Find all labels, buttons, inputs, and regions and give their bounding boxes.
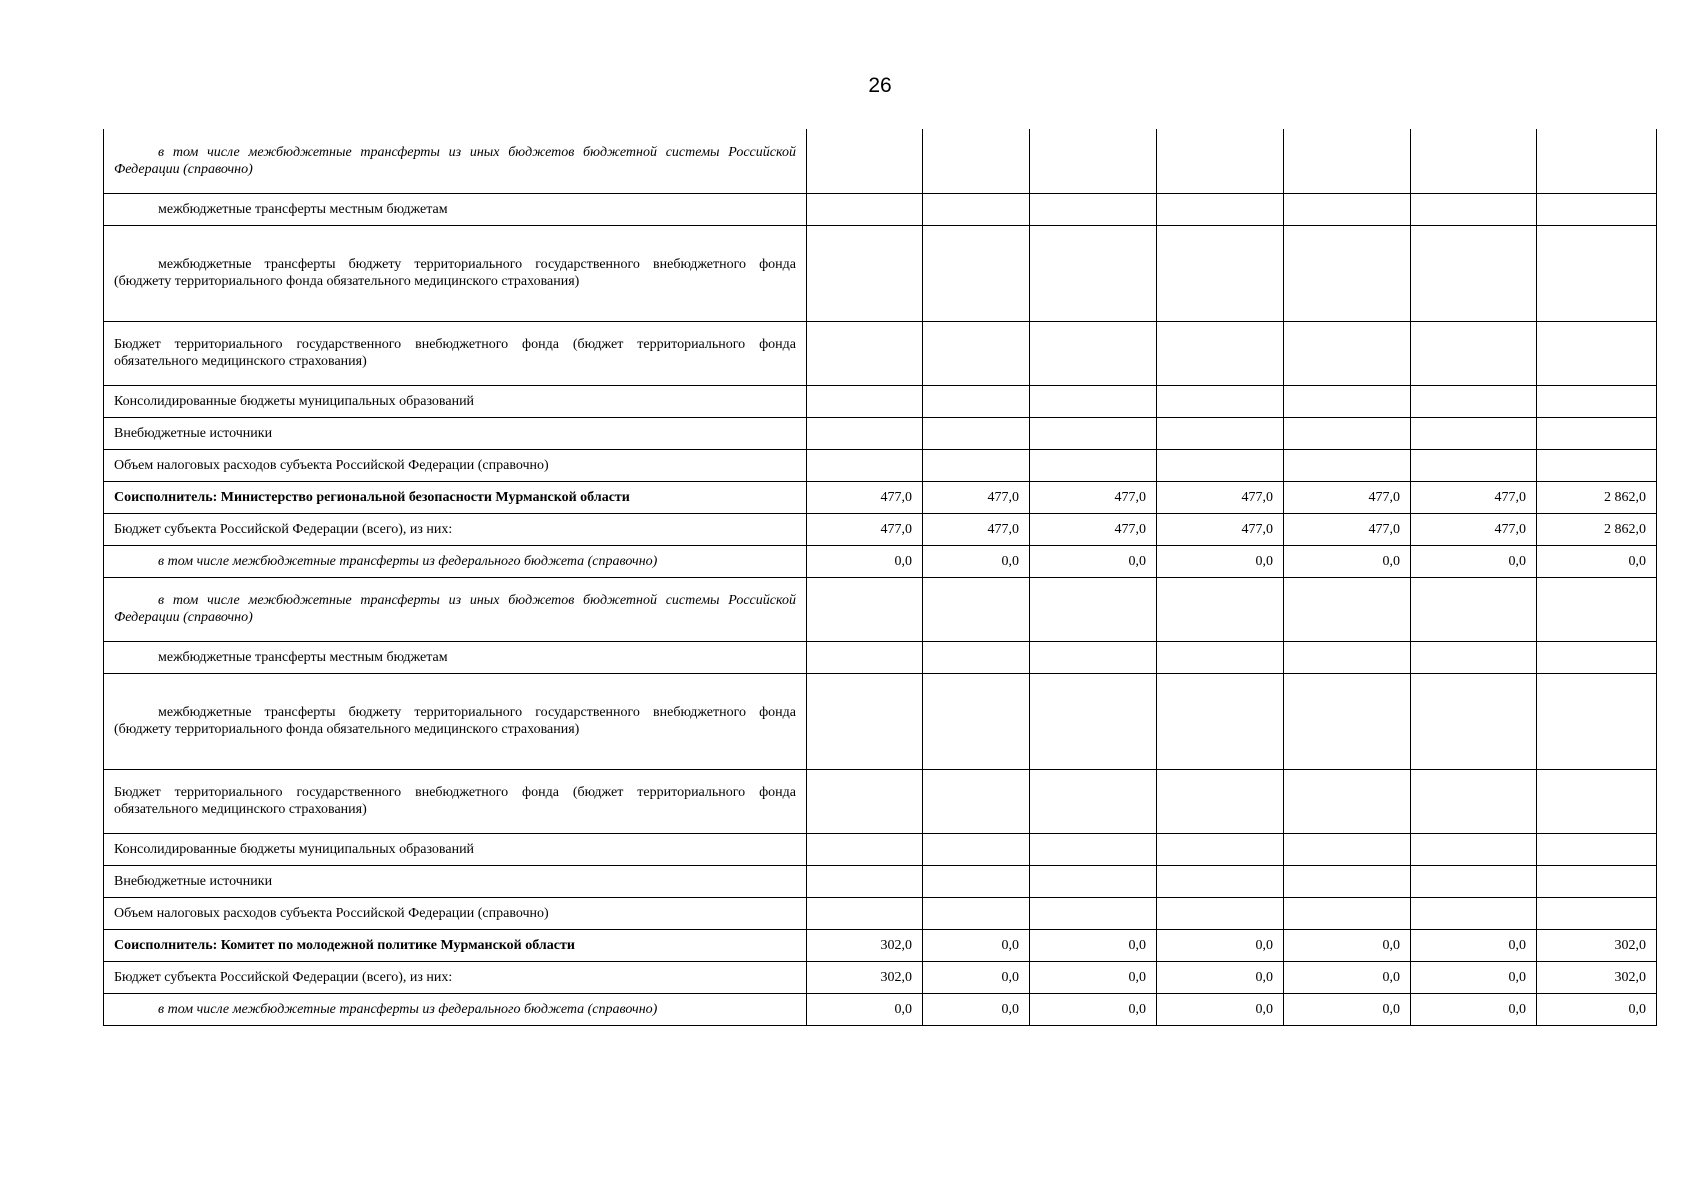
table-row	[104, 385, 1657, 417]
row-label-cell	[104, 385, 807, 417]
value-cell	[1411, 193, 1537, 225]
value-cell	[1537, 449, 1657, 481]
value-cell: 0,0	[807, 545, 923, 577]
value-cell	[1030, 833, 1157, 865]
value-cell	[1157, 577, 1284, 641]
value-cell: 0,0	[1030, 961, 1157, 993]
row-label: в том числе межбюджетные трансферты из федерального бюджета (справочно)	[158, 1001, 658, 1017]
value-cell	[1030, 769, 1157, 833]
row-label: Объем налоговых расходов субъекта Российской Федерации (справочно)	[114, 457, 549, 473]
value-cell	[1537, 385, 1657, 417]
value-cell	[807, 577, 923, 641]
value-cell: 0,0	[1284, 929, 1411, 961]
value-cell	[1537, 417, 1657, 449]
row-label: в том числе межбюджетные трансферты из иных бюджетов бюджетной системы Российской Федерации (справочно)	[114, 144, 796, 177]
value-cell	[1030, 865, 1157, 897]
value-cell	[807, 417, 923, 449]
table-row	[104, 673, 1657, 769]
value-cell	[923, 449, 1030, 481]
value-cell	[807, 385, 923, 417]
value-cell	[1284, 897, 1411, 929]
value-cell	[807, 225, 923, 321]
value-cell	[923, 129, 1030, 193]
value-cell	[1157, 833, 1284, 865]
value-cell: 0,0	[923, 929, 1030, 961]
value-cell	[1284, 449, 1411, 481]
page-number: 26	[868, 74, 892, 97]
table-row	[104, 481, 1657, 513]
table-row	[104, 193, 1657, 225]
table-row	[104, 225, 1657, 321]
value-cell: 0,0	[1284, 993, 1411, 1025]
value-cell	[1030, 129, 1157, 193]
value-cell	[807, 193, 923, 225]
table-row	[104, 833, 1657, 865]
value-cell	[923, 641, 1030, 673]
value-cell: 0,0	[923, 993, 1030, 1025]
table-row	[104, 129, 1657, 193]
value-cell	[1284, 833, 1411, 865]
value-cell	[1030, 417, 1157, 449]
value-cell	[1157, 897, 1284, 929]
row-label-cell	[104, 673, 807, 769]
value-cell	[923, 865, 1030, 897]
row-label-cell	[104, 865, 807, 897]
value-cell	[1537, 193, 1657, 225]
value-cell	[1537, 769, 1657, 833]
value-cell	[1537, 225, 1657, 321]
row-label-cell	[104, 545, 807, 577]
table-row	[104, 513, 1657, 545]
value-cell	[1537, 673, 1657, 769]
value-cell: 0,0	[1411, 961, 1537, 993]
value-cell	[1411, 769, 1537, 833]
value-cell	[1157, 865, 1284, 897]
table-row	[104, 993, 1657, 1025]
value-cell	[1537, 321, 1657, 385]
value-cell: 0,0	[1157, 961, 1284, 993]
value-cell	[1537, 577, 1657, 641]
value-cell: 302,0	[1537, 961, 1657, 993]
value-cell	[1411, 641, 1537, 673]
value-cell: 0,0	[1157, 545, 1284, 577]
value-cell	[1030, 225, 1157, 321]
value-cell	[1157, 449, 1284, 481]
value-cell: 0,0	[1030, 545, 1157, 577]
value-cell	[807, 673, 923, 769]
table-row	[104, 961, 1657, 993]
value-cell	[807, 129, 923, 193]
value-cell	[1284, 641, 1411, 673]
row-label: Внебюджетные источники	[114, 425, 273, 441]
value-cell	[1411, 129, 1537, 193]
row-label: Бюджет территориального государственного внебюджетного фонда (бюджет территориального фонда обязательного медицинского страхования)	[114, 337, 796, 369]
value-cell: 2 862,0	[1537, 481, 1657, 513]
row-label: Объем налоговых расходов субъекта Российской Федерации (справочно)	[114, 905, 549, 921]
value-cell: 0,0	[1157, 929, 1284, 961]
value-cell	[923, 897, 1030, 929]
value-cell	[1284, 129, 1411, 193]
row-label-cell	[104, 769, 807, 833]
value-cell	[1411, 673, 1537, 769]
value-cell	[1411, 385, 1537, 417]
value-cell	[923, 417, 1030, 449]
row-label-cell	[104, 513, 807, 545]
table-body	[104, 129, 1657, 1025]
value-cell: 477,0	[923, 513, 1030, 545]
value-cell: 477,0	[1157, 513, 1284, 545]
row-label: в том числе межбюджетные трансферты из федерального бюджета (справочно)	[158, 553, 658, 569]
row-label-cell	[104, 321, 807, 385]
value-cell	[1157, 129, 1284, 193]
value-cell	[923, 385, 1030, 417]
value-cell	[1284, 417, 1411, 449]
value-cell	[1157, 193, 1284, 225]
value-cell	[1284, 673, 1411, 769]
row-label: межбюджетные трансферты бюджету территориального государственного внебюджетного фонда (бюджету территориального фонда обязательного медицинского страхования)	[114, 705, 796, 737]
value-cell: 302,0	[807, 961, 923, 993]
value-cell	[1411, 897, 1537, 929]
value-cell	[1537, 865, 1657, 897]
value-cell: 0,0	[1411, 993, 1537, 1025]
value-cell	[1157, 769, 1284, 833]
value-cell: 477,0	[1411, 481, 1537, 513]
row-label-cell	[104, 193, 807, 225]
value-cell	[923, 321, 1030, 385]
value-cell	[923, 769, 1030, 833]
row-label: межбюджетные трансферты местным бюджетам	[158, 649, 448, 665]
value-cell: 0,0	[1411, 929, 1537, 961]
row-label: Бюджет субъекта Российской Федерации (всего), из них:	[114, 969, 453, 985]
value-cell: 0,0	[807, 993, 923, 1025]
value-cell	[1284, 385, 1411, 417]
table-row	[104, 897, 1657, 929]
row-label: межбюджетные трансферты бюджету территориального государственного внебюджетного фонда (бюджету территориального фонда обязательного медицинского страхования)	[114, 257, 796, 289]
value-cell: 302,0	[1537, 929, 1657, 961]
value-cell	[1030, 193, 1157, 225]
row-label-cell	[104, 225, 807, 321]
value-cell: 0,0	[1411, 545, 1537, 577]
value-cell	[1157, 673, 1284, 769]
value-cell	[1157, 641, 1284, 673]
value-cell: 0,0	[923, 961, 1030, 993]
value-cell	[923, 193, 1030, 225]
value-cell	[1030, 641, 1157, 673]
table-row	[104, 417, 1657, 449]
value-cell: 0,0	[1157, 993, 1284, 1025]
value-cell: 477,0	[923, 481, 1030, 513]
value-cell	[1284, 577, 1411, 641]
value-cell: 477,0	[1411, 513, 1537, 545]
value-cell	[923, 673, 1030, 769]
row-label-cell	[104, 481, 807, 513]
row-label: Бюджет субъекта Российской Федерации (всего), из них:	[114, 521, 453, 537]
value-cell	[1411, 225, 1537, 321]
value-cell: 477,0	[1030, 513, 1157, 545]
value-cell	[1030, 577, 1157, 641]
value-cell	[923, 577, 1030, 641]
row-label-cell	[104, 641, 807, 673]
value-cell: 477,0	[807, 481, 923, 513]
table-row	[104, 769, 1657, 833]
value-cell: 0,0	[1030, 993, 1157, 1025]
value-cell	[1030, 673, 1157, 769]
value-cell	[923, 833, 1030, 865]
table-row	[104, 577, 1657, 641]
value-cell: 0,0	[1537, 993, 1657, 1025]
value-cell	[1030, 321, 1157, 385]
value-cell: 0,0	[1284, 545, 1411, 577]
value-cell	[1411, 417, 1537, 449]
row-label-cell	[104, 833, 807, 865]
value-cell	[1157, 225, 1284, 321]
row-label-cell	[104, 417, 807, 449]
row-label-cell	[104, 929, 807, 961]
value-cell	[1157, 321, 1284, 385]
value-cell	[1284, 225, 1411, 321]
value-cell: 477,0	[807, 513, 923, 545]
value-cell	[1284, 865, 1411, 897]
value-cell	[807, 769, 923, 833]
value-cell: 0,0	[1537, 545, 1657, 577]
value-cell: 477,0	[1284, 513, 1411, 545]
row-label-cell	[104, 897, 807, 929]
value-cell	[1411, 449, 1537, 481]
row-label: межбюджетные трансферты местным бюджетам	[158, 201, 448, 217]
value-cell	[1030, 449, 1157, 481]
table-row	[104, 929, 1657, 961]
value-cell: 0,0	[1030, 929, 1157, 961]
table-row	[104, 449, 1657, 481]
value-cell	[1284, 769, 1411, 833]
value-cell	[1537, 833, 1657, 865]
value-cell	[807, 865, 923, 897]
value-cell	[1284, 321, 1411, 385]
value-cell	[1157, 385, 1284, 417]
value-cell	[1537, 897, 1657, 929]
row-label: Внебюджетные источники	[114, 873, 273, 889]
value-cell	[1411, 321, 1537, 385]
value-cell	[1030, 897, 1157, 929]
value-cell	[1157, 417, 1284, 449]
row-label: Консолидированные бюджеты муниципальных образований	[114, 841, 475, 857]
row-label: Соисполнитель: Министерство региональной безопасности Мурманской области	[114, 489, 630, 505]
row-label-cell	[104, 961, 807, 993]
budget-table	[103, 129, 1657, 1026]
row-label-cell	[104, 993, 807, 1025]
value-cell	[1411, 833, 1537, 865]
row-label: Консолидированные бюджеты муниципальных образований	[114, 393, 475, 409]
value-cell	[1284, 193, 1411, 225]
value-cell	[807, 321, 923, 385]
value-cell	[1411, 865, 1537, 897]
value-cell	[1030, 385, 1157, 417]
table-row	[104, 321, 1657, 385]
row-label-cell	[104, 577, 807, 641]
value-cell	[1411, 577, 1537, 641]
table-row	[104, 641, 1657, 673]
value-cell	[807, 449, 923, 481]
value-cell	[1537, 129, 1657, 193]
value-cell: 0,0	[923, 545, 1030, 577]
table-row	[104, 545, 1657, 577]
row-label: Бюджет территориального государственного внебюджетного фонда (бюджет территориального фонда обязательного медицинского страхования)	[114, 785, 796, 817]
row-label-cell	[104, 129, 807, 193]
row-label: в том числе межбюджетные трансферты из иных бюджетов бюджетной системы Российской Федерации (справочно)	[114, 593, 796, 625]
value-cell: 302,0	[807, 929, 923, 961]
value-cell: 2 862,0	[1537, 513, 1657, 545]
table-row	[104, 865, 1657, 897]
value-cell	[1537, 641, 1657, 673]
value-cell	[807, 833, 923, 865]
value-cell	[807, 897, 923, 929]
value-cell	[807, 641, 923, 673]
value-cell: 477,0	[1284, 481, 1411, 513]
value-cell	[923, 225, 1030, 321]
value-cell: 477,0	[1030, 481, 1157, 513]
value-cell: 477,0	[1157, 481, 1284, 513]
row-label-cell	[104, 449, 807, 481]
value-cell: 0,0	[1284, 961, 1411, 993]
row-label: Соисполнитель: Комитет по молодежной политике Мурманской области	[114, 937, 575, 953]
